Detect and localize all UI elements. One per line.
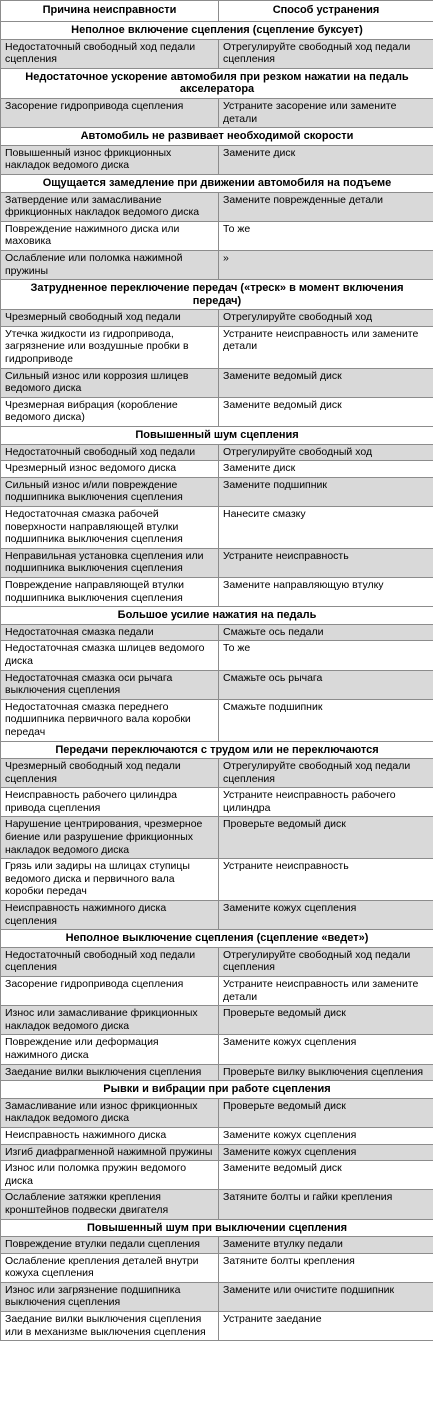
remedy-cell: »: [219, 250, 433, 279]
section-title: Неполное включение сцепления (сцепление буксует): [1, 22, 433, 40]
remedy-cell: Замените кожух сцепления: [219, 1144, 433, 1161]
remedy-cell: Замените диск: [219, 145, 433, 174]
remedy-cell: Проверьте ведомый диск: [219, 1006, 433, 1035]
table-row: [1, 221, 433, 250]
table-row: [1, 192, 433, 221]
section-header-row: [1, 128, 433, 146]
cause-cell: Износ или замасливание фрикционных накладок ведомого диска: [1, 1006, 219, 1035]
table-row: [1, 977, 433, 1006]
remedy-cell: Устраните неисправность: [219, 859, 433, 901]
cause-cell: Изгиб диафрагменной нажимной пружины: [1, 1144, 219, 1161]
remedy-cell: Нанесите смазку: [219, 507, 433, 549]
section-title: Повышенный шум при выключении сцепления: [1, 1219, 433, 1237]
section-header-row: [1, 280, 433, 310]
remedy-cell: Устраните неисправность: [219, 548, 433, 577]
remedy-cell: Устраните засорение или замените детали: [219, 98, 433, 127]
section-header-row: [1, 741, 433, 759]
cause-cell: Недостаточный свободный ход педали: [1, 444, 219, 461]
table-row: [1, 477, 433, 506]
section-title: Неполное выключение сцепления (сцепление «ведет»): [1, 930, 433, 948]
table-row: [1, 368, 433, 397]
remedy-cell: Смажьте ось педали: [219, 624, 433, 641]
cause-cell: Нарушение центрирования, чрезмерное биение или разрушение фрикционных накладок ведомого диска: [1, 817, 219, 859]
remedy-cell: Отрегулируйте свободный ход педали сцепления: [219, 759, 433, 788]
remedy-cell: Отрегулируйте свободный ход: [219, 310, 433, 327]
table-row: [1, 670, 433, 699]
cause-cell: Засорение гидропривода сцепления: [1, 98, 219, 127]
table-row: [1, 859, 433, 901]
section-header-row: [1, 174, 433, 192]
table-row: [1, 310, 433, 327]
cause-cell: Повышенный износ фрикционных накладок ведомого диска: [1, 145, 219, 174]
cause-cell: Сильный износ и/или повреждение подшипника выключения сцепления: [1, 477, 219, 506]
remedy-cell: Проверьте вилку выключения сцепления: [219, 1064, 433, 1081]
cause-cell: Замасливание или износ фрикционных накладок ведомого диска: [1, 1098, 219, 1127]
cause-cell: Износ или поломка пружин ведомого диска: [1, 1161, 219, 1190]
remedy-cell: Замените направляющую втулку: [219, 577, 433, 606]
table-row: [1, 577, 433, 606]
cause-cell: Чрезмерный свободный ход педали: [1, 310, 219, 327]
section-title: Большое усилие нажатия на педаль: [1, 607, 433, 625]
section-title: Недостаточное ускорение автомобиля при резком нажатии на педаль акселератора: [1, 68, 433, 98]
remedy-cell: Проверьте ведомый диск: [219, 1098, 433, 1127]
table-row: [1, 1253, 433, 1282]
cause-cell: Износ или загрязнение подшипника выключения сцепления: [1, 1282, 219, 1311]
section-header-row: [1, 22, 433, 40]
table-row: [1, 1190, 433, 1219]
section-header-row: [1, 607, 433, 625]
remedy-cell: Отрегулируйте свободный ход педали сцепления: [219, 39, 433, 68]
cause-cell: Недостаточная смазка шлицев ведомого диска: [1, 641, 219, 670]
section-title: Повышенный шум сцепления: [1, 427, 433, 445]
remedy-cell: Устраните заедание: [219, 1312, 433, 1341]
table-row: [1, 397, 433, 426]
remedy-cell: Замените кожух сцепления: [219, 1127, 433, 1144]
remedy-cell: Смажьте ось рычага: [219, 670, 433, 699]
table-row: [1, 641, 433, 670]
remedy-cell: Замените диск: [219, 461, 433, 478]
table-row: [1, 326, 433, 368]
cause-cell: Недостаточная смазка педали: [1, 624, 219, 641]
table-row: [1, 444, 433, 461]
remedy-cell: Замените или очистите подшипник: [219, 1282, 433, 1311]
cause-cell: Повреждение направляющей втулки подшипника выключения сцепления: [1, 577, 219, 606]
cause-cell: Недостаточная смазка оси рычага выключения сцепления: [1, 670, 219, 699]
remedy-cell: Замените ведомый диск: [219, 397, 433, 426]
table-row: [1, 1064, 433, 1081]
table-row: [1, 624, 433, 641]
section-header-row: [1, 930, 433, 948]
table-row: [1, 1161, 433, 1190]
section-header-row: [1, 68, 433, 98]
cause-cell: Повреждение втулки педали сцепления: [1, 1237, 219, 1254]
table-header-row: [1, 1, 433, 22]
remedy-cell: Замените поврежденные детали: [219, 192, 433, 221]
header-remedy: Способ устранения: [219, 1, 433, 22]
remedy-cell: То же: [219, 221, 433, 250]
cause-cell: Сильный износ или коррозия шлицев ведомого диска: [1, 368, 219, 397]
cause-cell: Затвердение или замасливание фрикционных накладок ведомого диска: [1, 192, 219, 221]
table-row: [1, 947, 433, 976]
section-title: Автомобиль не развивает необходимой скорости: [1, 128, 433, 146]
table-body: [1, 22, 433, 1341]
remedy-cell: Проверьте ведомый диск: [219, 817, 433, 859]
table-row: [1, 699, 433, 741]
remedy-cell: Устраните неисправность или замените детали: [219, 977, 433, 1006]
cause-cell: Чрезмерная вибрация (коробление ведомого диска): [1, 397, 219, 426]
cause-cell: Недостаточный свободный ход педали сцепления: [1, 947, 219, 976]
remedy-cell: Отрегулируйте свободный ход: [219, 444, 433, 461]
remedy-cell: Отрегулируйте свободный ход педали сцепления: [219, 947, 433, 976]
table-row: [1, 759, 433, 788]
table-row: [1, 507, 433, 549]
table-row: [1, 250, 433, 279]
table-row: [1, 145, 433, 174]
remedy-cell: Замените кожух сцепления: [219, 1035, 433, 1064]
remedy-cell: Замените кожух сцепления: [219, 901, 433, 930]
cause-cell: Повреждение или деформация нажимного диска: [1, 1035, 219, 1064]
table-row: [1, 98, 433, 127]
cause-cell: Повреждение нажимного диска или маховика: [1, 221, 219, 250]
cause-cell: Недостаточный свободный ход педали сцепления: [1, 39, 219, 68]
cause-cell: Неисправность нажимного диска: [1, 1127, 219, 1144]
cause-cell: Утечка жидкости из гидропривода, загрязнение или воздушные пробки в гидроприводе: [1, 326, 219, 368]
cause-cell: Неисправность нажимного диска сцепления: [1, 901, 219, 930]
cause-cell: Ослабление затяжки крепления кронштейнов подвески двигателя: [1, 1190, 219, 1219]
table-row: [1, 39, 433, 68]
cause-cell: Чрезмерный износ ведомого диска: [1, 461, 219, 478]
section-title: Рывки и вибрации при работе сцепления: [1, 1081, 433, 1099]
table-row: [1, 901, 433, 930]
table-row: [1, 817, 433, 859]
section-title: Ощущается замедление при движении автомобиля на подъеме: [1, 174, 433, 192]
cause-cell: Грязь или задиры на шлицах ступицы ведомого диска и первичного вала коробки передач: [1, 859, 219, 901]
table-row: [1, 461, 433, 478]
cause-cell: Заедание вилки выключения сцепления: [1, 1064, 219, 1081]
cause-cell: Ослабление или поломка нажимной пружины: [1, 250, 219, 279]
section-title: Затрудненное переключение передач («треск» в момент включения передач): [1, 280, 433, 310]
remedy-cell: Замените подшипник: [219, 477, 433, 506]
table-row: [1, 788, 433, 817]
cause-cell: Недостаточная смазка рабочей поверхности направляющей втулки подшипника выключения сцепления: [1, 507, 219, 549]
cause-cell: Неисправность рабочего цилиндра привода сцепления: [1, 788, 219, 817]
table-row: [1, 1006, 433, 1035]
cause-cell: Чрезмерный свободный ход педали сцепления: [1, 759, 219, 788]
section-header-row: [1, 1219, 433, 1237]
remedy-cell: Замените ведомый диск: [219, 368, 433, 397]
table-row: [1, 1144, 433, 1161]
table-row: [1, 1098, 433, 1127]
section-header-row: [1, 427, 433, 445]
table-row: [1, 1282, 433, 1311]
remedy-cell: Замените ведомый диск: [219, 1161, 433, 1190]
remedy-cell: То же: [219, 641, 433, 670]
remedy-cell: Затяните болты и гайки крепления: [219, 1190, 433, 1219]
cause-cell: Недостаточная смазка переднего подшипника первичного вала коробки передач: [1, 699, 219, 741]
cause-cell: Ослабление крепления деталей внутри кожуха сцепления: [1, 1253, 219, 1282]
table-row: [1, 1312, 433, 1341]
remedy-cell: Затяните болты крепления: [219, 1253, 433, 1282]
header-cause: Причина неисправности: [1, 1, 219, 22]
section-header-row: [1, 1081, 433, 1099]
table-row: [1, 1127, 433, 1144]
cause-cell: Неправильная установка сцепления или подшипника выключения сцепления: [1, 548, 219, 577]
remedy-cell: Замените втулку педали: [219, 1237, 433, 1254]
cause-cell: Засорение гидропривода сцепления: [1, 977, 219, 1006]
cause-cell: Заедание вилки выключения сцепления или в механизме выключения сцепления: [1, 1312, 219, 1341]
remedy-cell: Смажьте подшипник: [219, 699, 433, 741]
table-row: [1, 1035, 433, 1064]
remedy-cell: Устраните неисправность или замените детали: [219, 326, 433, 368]
table-row: [1, 548, 433, 577]
remedy-cell: Устраните неисправность рабочего цилиндра: [219, 788, 433, 817]
section-title: Передачи переключаются с трудом или не переключаются: [1, 741, 433, 759]
table-row: [1, 1237, 433, 1254]
